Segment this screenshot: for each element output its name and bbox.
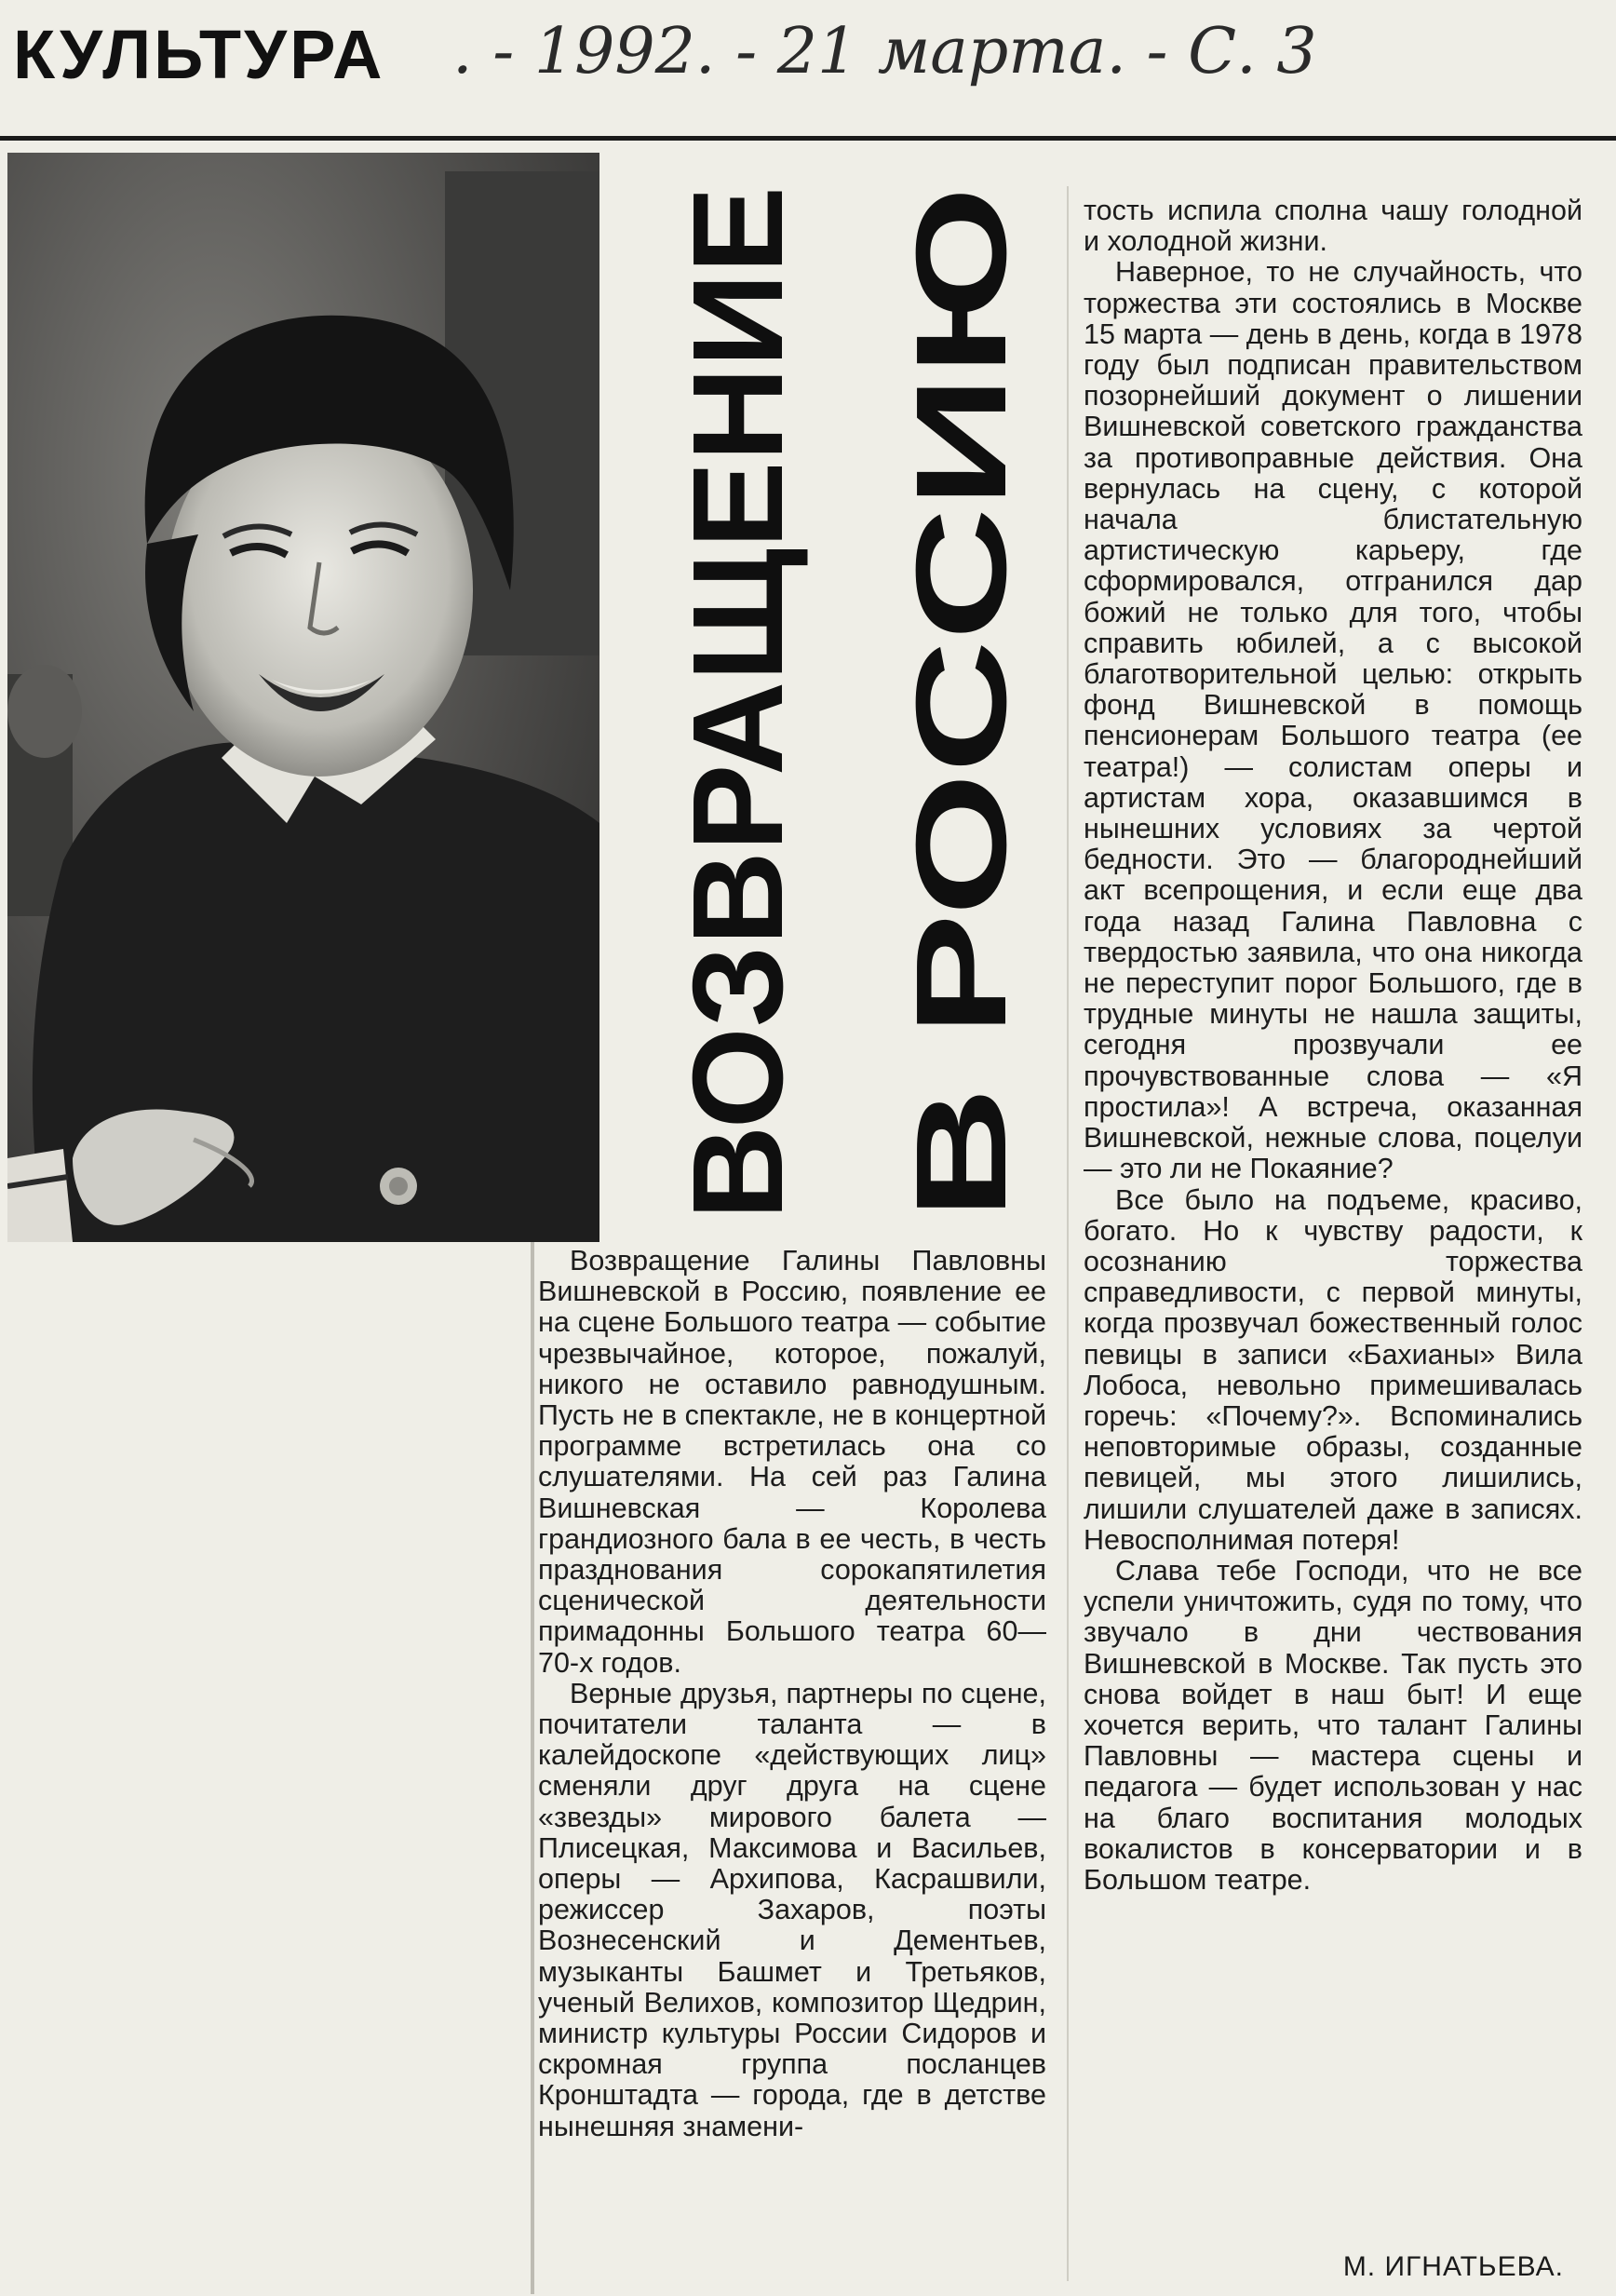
headline-line-2: В РОССИЮ [890, 496, 1033, 1220]
paragraph: Слава тебе Господи, что не все успели уничтожить, судя по тому, что звучало в дни чествования Вишневской в Москве. Так пусть это снова войдет в наш быт! И еще хочется верить, что талант Галины Павловны — мастера сцены и педагога — будет использован у нас на благо воспитания молодых вокалистов в консерватории и в Большом театре. [1084, 1554, 1582, 1896]
portrait-photo [7, 153, 599, 1242]
paragraph: Верные друзья, партнеры по сцене, почитатели таланта — в калейдоскопе «действующих лиц» сменяли друг друга на сцене «звезды» мирового балета — Плисецкая, Максимова и Васильев, оперы — Архипова, Касрашвили, режиссер Захаров, поэты Вознесенский и Дементьев, музыканты Башмет и Третьяков, ученый Велихов, композитор Щедрин, министр культуры России Сидоров и скромная группа посланцев Кронштадта — города, где в детстве нынешняя знамени- [538, 1677, 1046, 2142]
article-column-1 [538, 1246, 1046, 2142]
paragraph: Возвращение Галины Павловны Вишневской в Россию, появление ее на сцене Большого театра — событие чрезвычайное, которое, пожалуй, никого не оставило равнодушным. Пусть не в спектакле, не в концертной программе встретилась она со слушателями. На сей раз Галина Вишневская — Королева грандиозного бала в ее честь, в честь празднования сорокапятилетия сценической деятельности примадонны Большого театра 60—70-х годов. [538, 1245, 1046, 1679]
paragraph: тость испила сполна чашу голодной и холодной жизни. [1084, 195, 1582, 258]
section-rubric: КУЛЬТУРА [13, 16, 385, 93]
header-rule [0, 136, 1616, 141]
column-frame-line [531, 1242, 534, 2294]
paragraph: Все было на подъеме, красиво, богато. Но к чувству радости, к осознанию торжества справедливости, с первой минуты, когда прозвучал божественный голос певицы в записи «Бахианы» Вила Лобоса, невольно примешивалась горечь: «Почему?». Вспоминались неповторимые образы, созданные певицей, мы этого лишились, лишили слушателей даже в записях. Невосполнимая потеря! [1084, 1183, 1582, 1556]
handwritten-source-note: . - 1992. - 21 марта. - С. 3 [452, 15, 1317, 88]
author-signature: М. ИГНАТЬЕВА. [1342, 2251, 1564, 2282]
paragraph: Наверное, то не случайность, что торжества эти состоялись в Москве 15 марта — день в день, когда в 1978 году был подписан правительством позорнейший документ о лишении Вишневской советского гражданства за противоправные действия. Она вернулась на сцену, с которой начала блистательную артистическую карьеру, где сформировался, отгранился дар божий не только для того, чтобы справить юбилей, а с высокой благотворительной целью: открыть фонд Вишневской в помощь пенсионерам Большого театра (ее театра!) — солистам оперы и артистам хора, оказавшимся в нынешних условиях за чертой бедности. Это — благороднейший акт всепрощения, и если еще два года назад Галина Павловна с твердостью заявила, что она никогда не переступит порог Большого, где в трудные минуты не нашла защиты, сегодня прозвучали ее прочувствованные слова — «Я простила»! А встреча, оказанная Вишневской, нежные слова, поцелуи — это ли не Покаяние? [1084, 256, 1582, 1185]
photo-illustration [7, 153, 599, 1242]
headline-line-1: ВОЗВРАЩЕНИЕ [667, 202, 810, 1220]
headline-vertical-text [642, 168, 1080, 1229]
article-column-2 [1084, 196, 1582, 1896]
column-separator [1067, 186, 1069, 2281]
headline [642, 168, 1080, 1229]
